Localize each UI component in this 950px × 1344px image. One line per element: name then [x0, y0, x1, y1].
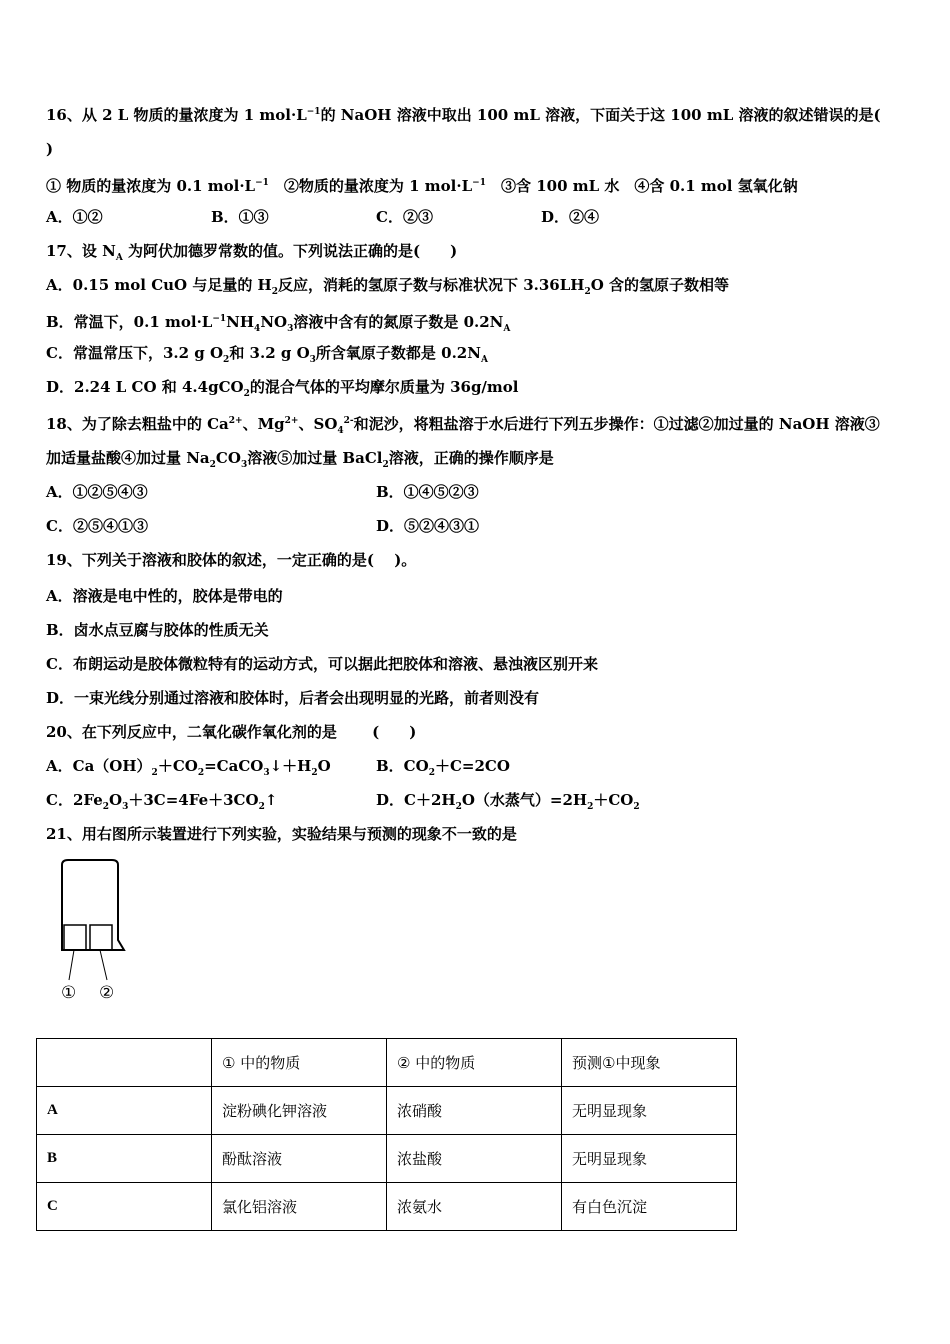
text-run: C．布朗运动是胶体微粒特有的运动方式，可以据此把胶体和溶液、悬浊液区别开来	[46, 655, 598, 673]
text-run: D．2.24 L CO 和 4.4gCO	[46, 378, 244, 396]
text-run: ＋CO	[593, 791, 634, 809]
text-run: O	[109, 791, 123, 809]
text-run: 和 3.2 g O	[229, 344, 310, 362]
text-run: 18、为了除去粗盐中的 Ca	[46, 415, 229, 433]
text-run: 2	[151, 768, 158, 778]
answer-option: B．①④⑤②③	[376, 483, 479, 501]
answer-option: D．②④	[541, 208, 600, 226]
text-run: 2	[102, 802, 110, 812]
text-line	[46, 516, 906, 536]
text-run: A	[115, 253, 123, 263]
beaker-label-1: ①	[61, 983, 77, 1003]
text-run: 2	[197, 768, 205, 778]
table-row	[37, 1135, 737, 1183]
table-cell: 酚酞溶液	[212, 1135, 387, 1183]
text-line	[46, 275, 729, 302]
table-header-row	[37, 1039, 737, 1087]
text-run: ＋C=2CO	[434, 757, 510, 775]
table-cell: 氯化铝溶液	[212, 1183, 387, 1231]
experiment-table	[36, 1038, 737, 1231]
text-run: 2	[258, 802, 265, 812]
text-run: 所含氧原子数都是 0.2N	[315, 344, 481, 362]
text-run: ① 物质的量浓度为 0.1 mol·L	[46, 177, 256, 195]
beaker-label-2: ②	[99, 983, 115, 1003]
text-run: O 含的氢原子数相等	[590, 276, 730, 294]
text-line	[46, 482, 906, 502]
table-row	[37, 1087, 737, 1135]
table-header-cell: ① 中的物质	[212, 1039, 387, 1087]
apparatus-figure	[50, 855, 140, 1010]
table-cell: A	[37, 1087, 212, 1135]
text-run: C．常温常压下，3.2 g O	[46, 344, 224, 362]
text-run: 3	[240, 460, 248, 470]
text-run: A	[503, 324, 511, 334]
text-run: −1	[306, 107, 321, 117]
text-line	[46, 688, 539, 708]
text-run: A	[480, 355, 488, 365]
text-run: 2	[271, 287, 278, 297]
text-line	[46, 550, 416, 570]
text-line	[46, 722, 416, 742]
text-run: ↑	[264, 791, 278, 809]
text-run: −1	[255, 178, 269, 188]
table-cell: 浓盐酸	[387, 1135, 562, 1183]
table-cell: 浓硝酸	[387, 1087, 562, 1135]
text-line	[46, 241, 457, 268]
text-run: 2	[428, 768, 435, 778]
answer-option	[376, 756, 510, 783]
text-run: 2-	[343, 416, 354, 426]
answer-option	[46, 756, 331, 783]
text-run: 溶液，正确的操作顺序是	[388, 449, 554, 467]
text-line	[46, 411, 880, 441]
text-line	[46, 586, 283, 606]
text-run: 3	[287, 324, 294, 334]
text-run: =CaCO	[204, 757, 264, 775]
text-run: D．一束光线分别通过溶液和胶体时，后者会出现明显的光路，前者则没有	[46, 689, 540, 707]
text-run: 的 NaOH 溶液中取出 100 mL 溶液，下面关于这 100 mL 溶液的叙述错误的是(	[320, 106, 881, 124]
table-header-cell	[37, 1039, 212, 1087]
text-run: ＋3C=4Fe＋3CO	[128, 791, 259, 809]
table-header-cell: 预测①中现象	[562, 1039, 737, 1087]
text-run: 反应，消耗的氢原子数与标准状况下 3.36LH	[277, 276, 585, 294]
text-run: ③含 100 mL 水 ④含 0.1 mol 氢氧化钠	[485, 177, 798, 195]
text-run: O	[317, 757, 331, 775]
text-line	[46, 377, 518, 404]
text-run: A．Ca（OH）	[46, 757, 152, 775]
text-line	[46, 790, 906, 810]
text-run: 3	[263, 768, 270, 778]
answer-option: D．⑤②④③①	[376, 517, 480, 535]
table-cell: 浓氨水	[387, 1183, 562, 1231]
text-run: B．常温下，0.1 mol·L	[46, 313, 213, 331]
text-line	[46, 620, 269, 640]
table-cell: C	[37, 1183, 212, 1231]
text-line	[46, 343, 488, 370]
text-run: 4	[254, 324, 261, 334]
text-run: NH	[226, 313, 255, 331]
text-run: 2	[587, 802, 594, 812]
text-run: 17、设 N	[46, 242, 116, 260]
text-run: 的混合气体的平均摩尔质量为 36g/mol	[249, 378, 519, 396]
text-run: 3	[122, 802, 129, 812]
text-line	[46, 207, 906, 227]
text-run: 溶液中含有的氮原子数是 0.2N	[293, 313, 504, 331]
text-line	[46, 102, 881, 125]
table-cell: B	[37, 1135, 212, 1183]
text-run: −1	[472, 178, 486, 188]
text-run: C．2Fe	[46, 791, 103, 809]
text-run: 、Mg	[242, 415, 285, 433]
answer-option	[46, 790, 277, 817]
text-run: 2	[311, 768, 318, 778]
text-run: 2+	[228, 416, 243, 426]
answer-option: A．①②⑤④③	[46, 483, 148, 501]
text-run: 、SO	[298, 415, 338, 433]
table-cell: 无明显现象	[562, 1135, 737, 1183]
text-run: A．0.15 mol CuO 与足量的 H	[46, 276, 272, 294]
text-run: 2	[584, 287, 591, 297]
text-run: 2	[382, 460, 389, 470]
table-row	[37, 1183, 737, 1231]
answer-option: B．①③	[211, 208, 269, 226]
text-run: B．CO	[376, 757, 429, 775]
answer-option: C．②③	[376, 208, 433, 226]
text-run: B．卤水点豆腐与胶体的性质无关	[46, 621, 269, 639]
text-run: 和泥沙，将粗盐溶于水后进行下列五步操作：①过滤②加过量的 NaOH 溶液③	[353, 415, 880, 433]
text-run: ↓＋H	[269, 757, 312, 775]
text-line	[46, 139, 53, 159]
text-line	[46, 173, 798, 196]
table-cell: 有白色沉淀	[562, 1183, 737, 1231]
text-run: 2	[455, 802, 462, 812]
text-run: NO	[260, 313, 288, 331]
text-line	[46, 824, 517, 844]
text-run: 2+	[284, 416, 299, 426]
text-line	[46, 448, 554, 475]
text-run: 4	[337, 426, 344, 436]
text-run: 2	[243, 389, 250, 399]
table-cell: 淀粉碘化钾溶液	[212, 1087, 387, 1135]
text-run: CO	[215, 449, 241, 467]
text-run: 3	[309, 355, 316, 365]
text-run: 加适量盐酸④加过量 Na	[46, 449, 210, 467]
text-run: 2	[223, 355, 230, 365]
answer-option	[376, 790, 640, 817]
text-run: 16、从 2 L 物质的量浓度为 1 mol·L	[46, 106, 307, 124]
table-header-cell: ② 中的物质	[387, 1039, 562, 1087]
text-run: D．C＋2H	[376, 791, 456, 809]
answer-option: A．①②	[46, 208, 103, 226]
table-cell: 无明显现象	[562, 1087, 737, 1135]
text-line	[46, 756, 906, 776]
text-run: 20、在下列反应中，二氧化碳作氧化剂的是 ( )	[46, 723, 417, 741]
answer-option: C．②⑤④①③	[46, 517, 148, 535]
text-line	[46, 654, 598, 674]
text-run: O（水蒸气）=2H	[461, 791, 588, 809]
text-run: 2	[633, 802, 640, 812]
text-run: ②物质的量浓度为 1 mol·L	[268, 177, 473, 195]
text-run: ＋CO	[157, 757, 198, 775]
text-run: )	[46, 140, 54, 158]
text-run: −1	[212, 314, 227, 324]
text-run: 溶液⑤加过量 BaCl	[247, 449, 383, 467]
text-run: 为阿伏加德罗常数的值。下列说法正确的是( )	[122, 242, 458, 260]
text-run: 19、下列关于溶液和胶体的叙述，一定正确的是( )。	[46, 551, 417, 569]
text-run: 2	[209, 460, 216, 470]
text-line	[46, 309, 510, 339]
text-run: 21、用右图所示装置进行下列实验，实验结果与预测的现象不一致的是	[46, 825, 517, 843]
text-run: A．溶液是电中性的，胶体是带电的	[46, 587, 283, 605]
